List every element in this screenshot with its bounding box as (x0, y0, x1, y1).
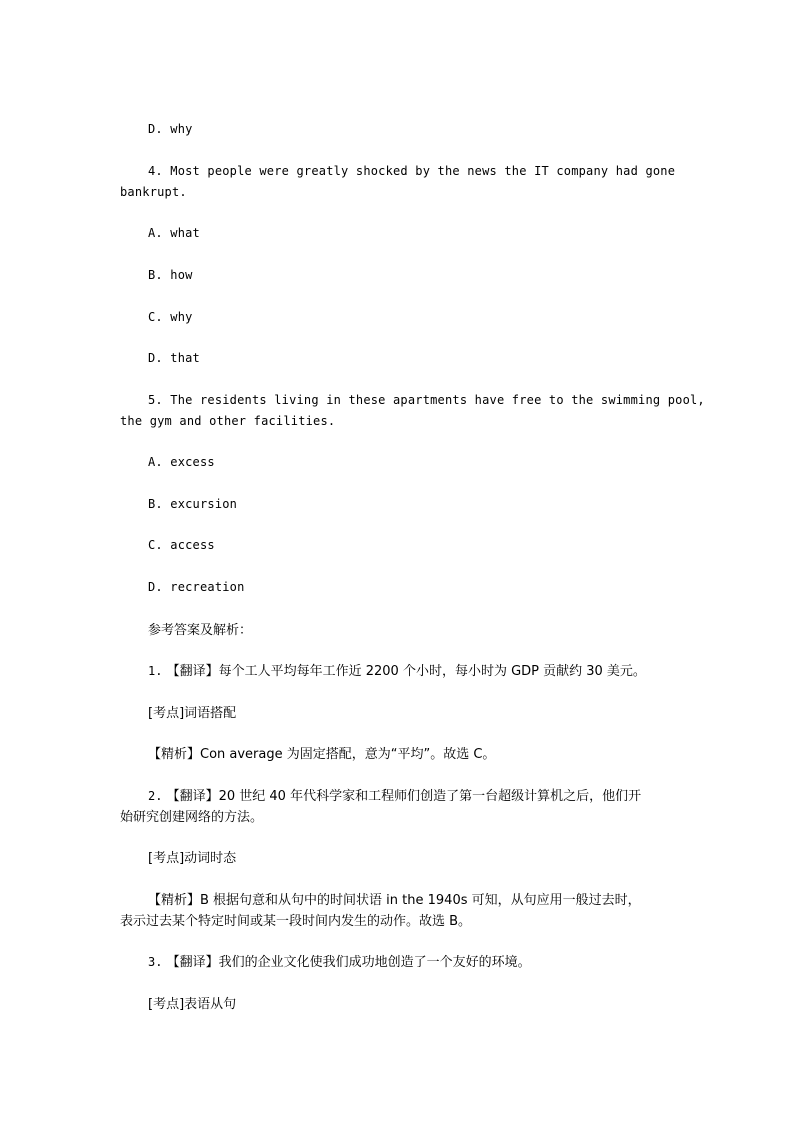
q4-option-a: A. what (148, 226, 200, 240)
q4-option-d: D. that (148, 351, 200, 365)
q5-option-a: A. excess (148, 455, 215, 469)
answer2-number: 2. (148, 789, 163, 803)
answer3-point: [考点]表语从句 (148, 997, 237, 1012)
answer2-point: [考点]动词时态 (148, 851, 237, 866)
answer3-translation (148, 951, 531, 970)
answer1-point: [考点]词语搭配 (148, 706, 237, 721)
q5-stem-line1: 5. The residents living in these apartments have free to the swimming pool, (148, 393, 705, 407)
q4-stem-line2: bankrupt. (120, 185, 187, 199)
q4-option-b: B. how (148, 268, 193, 282)
q5-option-b: B. excursion (148, 497, 238, 511)
answer1-analysis: 【精析】Con average 为固定搭配，意为“平均”。故选 C。 (148, 747, 496, 762)
answer3-number: 3. (148, 955, 163, 969)
q5-option-d: D. recreation (148, 580, 245, 594)
answer1-translation-text: 【翻译】每个工人平均每年工作近 2200 个小时，每小时为 GDP 贡献约 30 美元。 (166, 664, 646, 679)
answer2-analysis-line2: 表示过去某个特定时间或某一段时间内发生的动作。故选 B。 (120, 914, 472, 929)
answer2-translation-text: 【翻译】20 世纪 40 年代科学家和工程师们创造了第一台超级计算机之后，他们开 (166, 789, 642, 804)
answer1-translation (148, 660, 646, 679)
q4-stem-line1: 4. Most people were greatly shocked by the news the IT company had gone (148, 164, 676, 178)
answer3-translation-text: 【翻译】我们的企业文化使我们成功地创造了一个友好的环境。 (166, 955, 531, 970)
q4-option-c: C. why (148, 310, 193, 324)
answer2-translation-line2: 始研究创建网络的方法。 (120, 810, 264, 825)
answer2-translation-line1 (148, 785, 674, 804)
answers-heading: 参考答案及解析： (148, 623, 253, 638)
q5-stem-line2: the gym and other facilities. (120, 414, 336, 428)
q3-option-d: D. why (148, 122, 193, 136)
answer2-analysis-line1: 【精析】B 根据句意和从句中的时间状语 in the 1940s 可知，从句应用一般过去时， (148, 893, 641, 908)
answer1-number: 1. (148, 664, 163, 678)
q5-option-c: C. access (148, 538, 215, 552)
